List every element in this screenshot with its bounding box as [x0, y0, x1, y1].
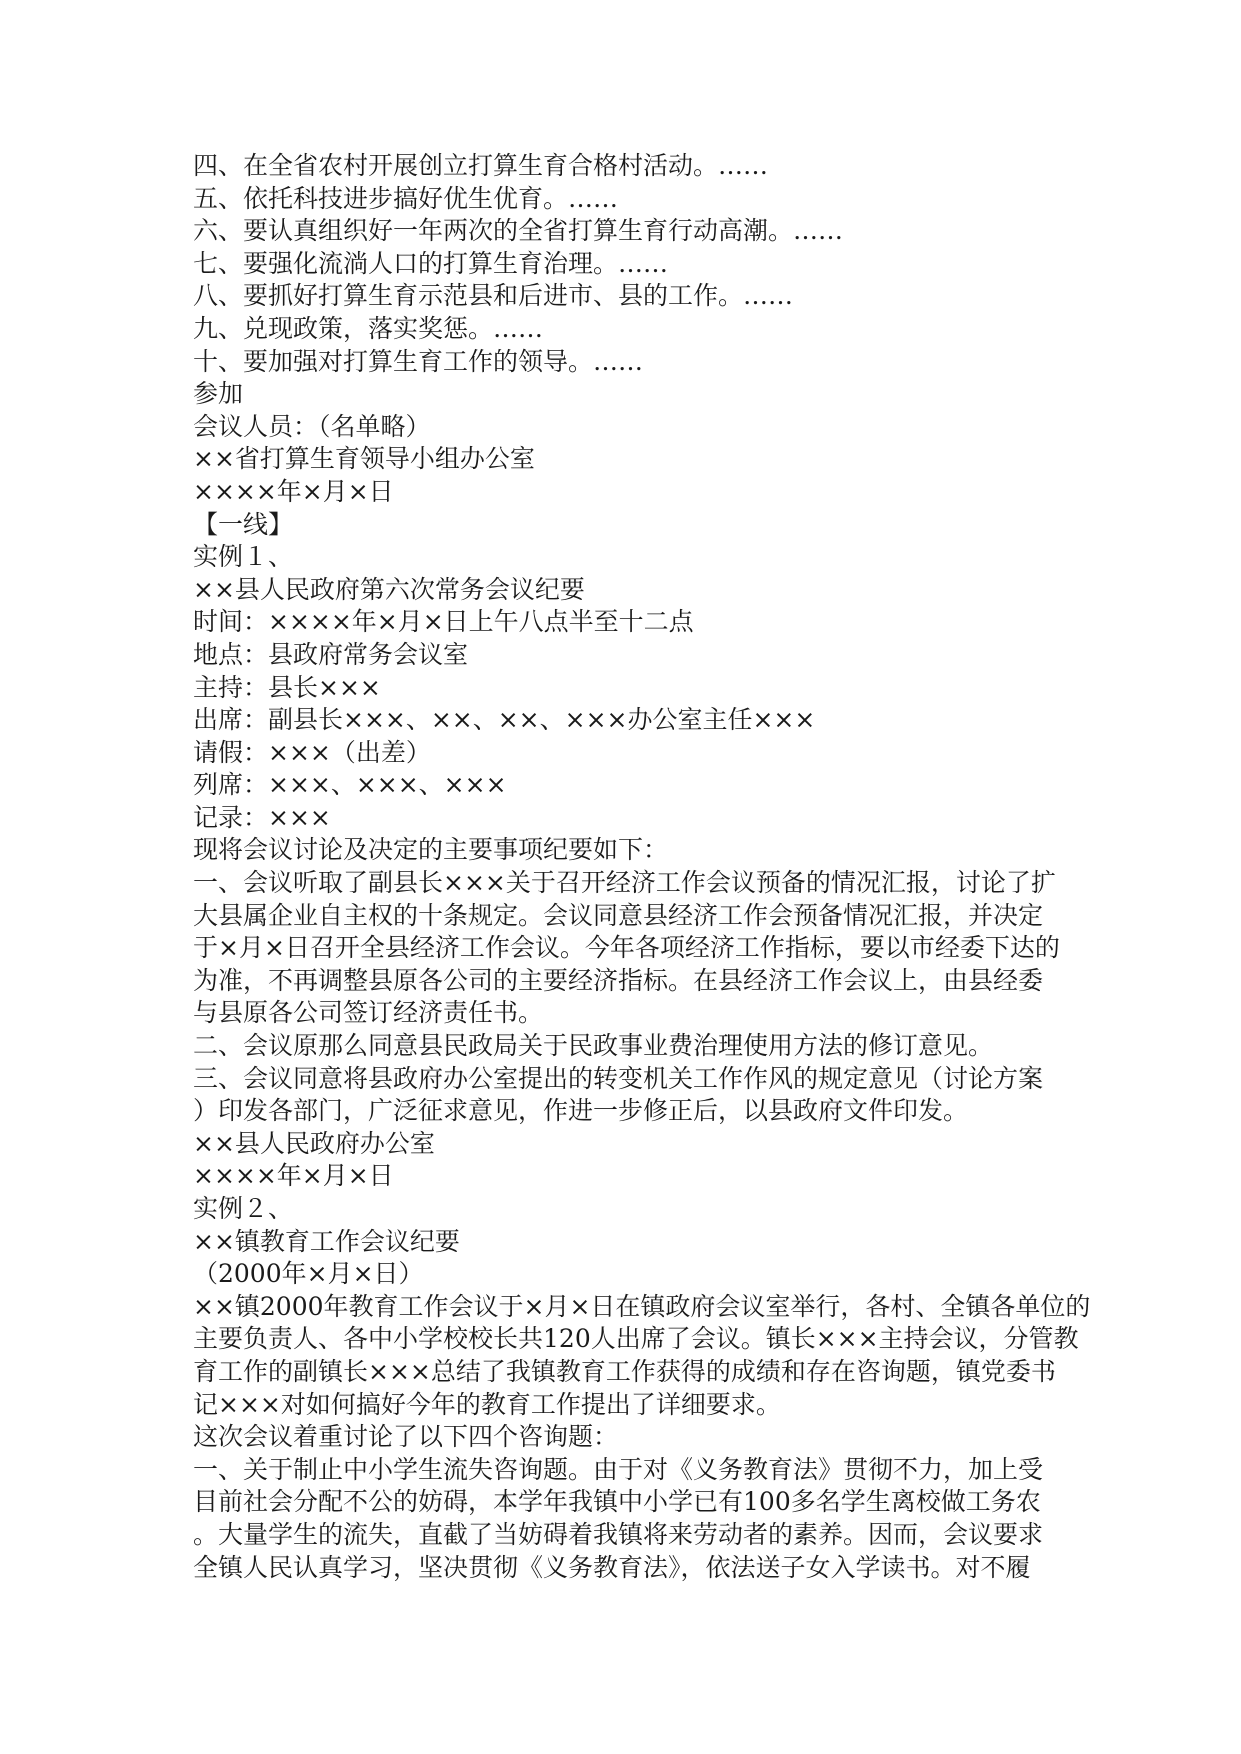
section-heading: 【一线】 — [193, 509, 294, 539]
text-line: 出席：副县长×××、××、××、×××办公室主任××× — [193, 705, 816, 735]
text-line: 地点：县政府常务会议室 — [193, 639, 469, 669]
text-line: 这次会议着重讨论了以下四个咨询题： — [193, 1422, 619, 1452]
text-line: （2000年×月×日） — [193, 1259, 424, 1289]
text-line: ××镇2000年教育工作会议于×月×日在镇政府会议室举行，各村、全镇各单位的 — [193, 1291, 1091, 1321]
text-line: ××××年×月×日 — [193, 476, 394, 506]
text-line: 会议人员：（名单略） — [193, 411, 431, 441]
text-line: 二、会议原那么同意县民政局关于民政事业费治理使用方法的修订意见。 — [193, 1031, 994, 1061]
text-line: 四、在全省农村开展创立打算生育合格村活动。…… — [193, 151, 769, 180]
text-line: 九、兑现政策，落实奖惩。…… — [193, 313, 544, 343]
document-title: ××镇教育工作会议纪要 — [193, 1226, 460, 1256]
text-line: 十、要加强对打算生育工作的领导。…… — [193, 346, 644, 376]
text-line: 一、关于制止中小学生流失咨询题。由于对《义务教育法》贯彻不力，加上受 — [193, 1454, 1044, 1484]
text-line: 与县原各公司签订经济责任书。 — [193, 998, 544, 1028]
text-line: ）印发各部门，广泛征求意见，作进一步修正后，以县政府文件印发。 — [193, 1096, 969, 1126]
text-line: 实例１、 — [193, 542, 294, 572]
text-line: 列席：×××、×××、××× — [193, 770, 507, 800]
text-line: 实例２、 — [193, 1194, 294, 1223]
text-line: 时间：××××年×月×日上午八点半至十二点 — [193, 607, 694, 637]
document-body — [193, 150, 1091, 1584]
text-line: 八、要抓好打算生育示范县和后进市、县的工作。…… — [193, 281, 794, 311]
text-line: 全镇人民认真学习，坚决贯彻《义务教育法》，依法送子女入学读书。对不履 — [193, 1552, 1031, 1582]
text-line: 五、依托科技进步搞好优生优育。…… — [193, 183, 619, 213]
text-line: 请假：×××（出差） — [193, 737, 431, 767]
text-line: ××省打算生育领导小组办公室 — [193, 444, 535, 474]
text-line: 主要负责人、各中小学校校长共120人出席了会议。镇长×××主持会议，分管教 — [193, 1324, 1079, 1354]
text-line: 大县属企业自主权的十条规定。会议同意县经济工作会预备情况汇报，并决定 — [193, 900, 1044, 930]
text-line: 为准，不再调整县原各公司的主要经济指标。在县经济工作会议上，由县经委 — [193, 965, 1044, 995]
text-line: 目前社会分配不公的妨碍，本学年我镇中小学已有100多名学生离校做工务农 — [193, 1487, 1041, 1517]
text-line: 七、要强化流淌人口的打算生育治理。…… — [193, 248, 669, 278]
text-line: ××县人民政府办公室 — [193, 1128, 435, 1158]
text-line: 六、要认真组织好一年两次的全省打算生育行动高潮。…… — [193, 216, 844, 246]
text-line: 育工作的副镇长×××总结了我镇教育工作获得的成绩和存在咨询题，镇党委书 — [193, 1356, 1056, 1386]
document-title: ××县人民政府第六次常务会议纪要 — [193, 574, 585, 604]
text-line: 记录：××× — [193, 802, 331, 832]
text-line: 一、会议听取了副县长×××关于召开经济工作会议预备的情况汇报，讨论了扩 — [193, 868, 1056, 898]
text-line: 主持：县长××× — [193, 672, 381, 702]
text-line: 参加 — [193, 379, 244, 409]
text-line: ××××年×月×日 — [193, 1161, 394, 1191]
text-line: 于×月×日召开全县经济工作会议。今年各项经济工作指标，要以市经委下达的 — [193, 933, 1060, 963]
text-line: 现将会议讨论及决定的主要事项纪要如下： — [193, 835, 669, 865]
text-line: 。大量学生的流失，直截了当妨碍着我镇将来劳动者的素养。因而，会议要求 — [193, 1519, 1044, 1549]
text-line: 三、会议同意将县政府办公室提出的转变机关工作作风的规定意见（讨论方案 — [193, 1063, 1044, 1093]
text-line: 记×××对如何搞好今年的教育工作提出了详细要求。 — [193, 1389, 781, 1419]
